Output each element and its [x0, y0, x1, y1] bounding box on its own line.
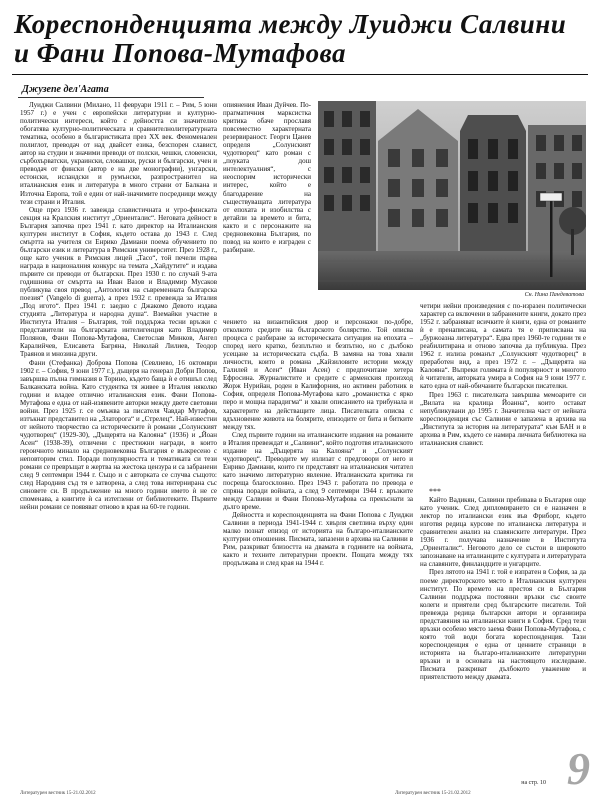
article-column-2-bottom	[223, 318, 413, 783]
article-photo	[318, 101, 586, 290]
continued-label: на стр. 10	[521, 780, 546, 786]
article-column-1	[20, 101, 217, 783]
paragraph: През лятото на 1941 г. той е изпратен в София, за да поеме директорското място в Италианския културен институт. По времето на престоя си в България Салвини поддържа постоянни връзки със своите колеги и приятели сред българските писатели. Той превежда редица български автори и организира представяния на италиански книги в София. Сред тези връзки особено място заема Фани Попова-Мутафова, с която той води богата кореспонденция. Тази кореспонденция е една от ценните страници в историята на българо-италианските литературни връзки и в основата на настоящото изследване. Писмата разкриват дълбокото уважение и приятелството между двамата.	[420, 568, 586, 682]
paragraph: Луиджи Салвини (Милано, 11 февруари 1911 г. – Рим, 5 юни 1957 г.) е учен с европейски литературни и културно-политически интереси, който с дейността си значително обогатява културно-политическата и сравнителнолитературната тематика, особено в българистиката през XX век. Феноменален полиглот, преводач от над двайсет езика, безспорен славист, автор на студии и значими преводи от полски, чешки, словенски, сърбохърватски, украински, словашки, руски и български, учен и преводач от фински (автор е на две монографии), унгарски, естонски, исландски и румънски, разпространител на италианския език и литература в много страни от Балкана и Източна Европа, той е един от най-значимите посредници между тези страни и Италия.	[20, 101, 217, 206]
page-number: 9	[567, 743, 590, 794]
author-byline: Джузепе дел'Агата	[22, 84, 109, 95]
paragraph: След първите години на италианските издания на романите в Италия превеждат и „Салвини“, който подготвя италианското издание на „Дъщерята на Калояна“ и „Солунският чудотворец“. Преводите му излизат с предговори от него и Енрико Дамиани, които ги представят на италианския читател като значимо литературно явление. Италианската критика ги посреща благосклонно. През 1943 г. работата по превода е спряна поради войната, а след 9 септември 1944 г. връзките между Салвини и Фани Попова-Мутафова са прекъснати за дълго време.	[223, 430, 413, 512]
paragraph: Кайто Вадикян, Салвини пребивава в България още като ученик. След дипломирането си е назначен в лектор по италиански език във Фриборг, където изготвя редица курсове по италианска литература и сравнителен анализ на славянските литератури. През 1936 г. получава назначение в Института „Ориенталис“. Неговото дело се състои в широкото запознаване на италианците с културата и литературата на славяните, финландците и унгарците.	[420, 496, 586, 569]
title-divider	[12, 74, 588, 75]
article-column-2-top	[223, 101, 311, 315]
article-title: Кореспонденцията между Луиджи Салвини и Фани Попова-Мутафова	[14, 9, 567, 68]
footer-left: Литературен вестник 15-21.02.2012	[20, 791, 96, 796]
paragraph: През 1963 г. писателката завършва мемоарите си „Вилата на кралица Йоанна“, които остават непубликувани до 1995 г. Значителна част от нейната кореспонденция със Салвини е запазена в архива на „Института за история на литературата“ към БАН и в архива в Рим, където се намира личната библиотека на италианския славист.	[420, 390, 586, 447]
paragraph: Дейността и кореспонденцията на Фани Попова с Луиджи Салвини в периода 1941-1944 г. хвърля светлина върху един малко познат епизод от историята на българо-италианските културни отношения. Писмата, запазени в архива на Салвини в Рим, разкриват близостта на двамата в годините на войната, както и техните литературни проекти. Пощата между тях продължава и след края на 1944 г.	[223, 511, 413, 568]
article-column-3-top	[420, 302, 586, 480]
section-separator: ***	[429, 488, 441, 496]
byline-divider	[18, 97, 204, 98]
paragraph: опиянения Иван Дуйчев. По-прагматичния марксистка критика обаче прославя повсеместно характерната резервираност. Георги Цанев определя „Солунският чудотворец“ като роман с „поуката дош интелектуалния“, с неоспорим исторически интерес, който е благодарение на съществуващата литература от епохата и изобилства с детайли за времето и бита, както и с персонажите на средновековна България, по повод на които е изграден с разбиране.	[223, 101, 311, 254]
paragraph: чението на византийския двор и персонажи по-добре, отколкото средите на българското болярство. Той описва процеса с разбиране за историческата ситуация на епохата – според него кратко, безплътно и безпътно, но с дълбоко усещане за историческата съдба. В замяна на това хвали личности, които в романа „Кайзиловите истории между Галилей и Асен“ (Иван Асен) с предпочитане хетера Ефросина. Журналистите и средите с арменския произход Жорж Нурийан, роден в Калифорния, но активен работник в София, определя Попова-Мутафова като „романистка с ярко перо и мощна парадигма“ и хвали описанието на трибунала и характерите на действащите лица. Писателката описва с вдъхновение живота на болярите, епизодите от бита и битките между тях.	[223, 318, 413, 431]
paragraph: Фани (Стефанка) Доброва Попова (Севлиево, 16 октомври 1902 г. – София, 9 юни 1977 г.), дъщеря на генерал Добри Попов, завършва пълна гимназия в Торино, където баща ѝ е отишъл след Балканската война. Като студентка тя живее в Италия няколко години и владее отлично италианския език. Фани Попова-Мутафова е една от най-изявените авторки между двете световни войни. През 1925 г. се омъжва за писателя Чавдар Мутафов, изтъкнат представител на „Златорога“ и „Стрелец“. Най-известни от нейното творчество са историческите ѝ романи „Солунският чудотворец“ (1929-30), „Дъщерята на Калояна“ (1936) и „Йоан Асен“ (1938-39), отличени с престижни награди, в които героичното минало на средновековна България е възкресено с неповторим стил. Поради популярността и тематиката си тези романи се превръщат в жертва на жестока цензура и са забранени след 9 септември 1944 г. Също и с авторката се случва същото: след Народния съд тя е затворена, а след това интернирана със синовете си. В продължение на много години името ѝ не се споменава, а книгите ѝ са изтеглени от библиотеките. Първите нейни романи се появяват отново в края на 60-те години.	[20, 358, 217, 512]
paragraph: четири нейни произведения с по-изразен политически характер са включени в забранените книги, докато през 1952 г. забраняват всичките ѝ книги, една от романите ѝ е пренаписана, а самата тя е приписвана на „буржоазна литература“. Едва през 1960-те години тя е реабилитирана и отново започва да публикува. През 1962 г. излиза романът „Солунският чудотворец“ в преработен вид, а през 1972 г. – „Дъщерята на Калояна“. Въпреки голямата ѝ популярност и многото ѝ читатели, авторката умира в София на 9 юни 1977 г. като една от най-обичаните български писателки.	[420, 302, 586, 391]
paragraph: Още през 1936 г. завежда славистичната и угро-финската секция на Кралския институт „Ориенталис“. Неговата дейност в България започва през 1941 г. като директор на Италианския културен институт в София, където остава до 1943 г. След смъртта на учителя си Енрико Дамиани поема обучението по български език и литература в Римския университет. През 1928 г., още като ученик в Римския лицей „Тасо“, той печели първа награда в националния конкурс на темата „Хайдутите“ и издава първите си преводи от български. През 1930 г. по случай 9-ата годишнина от смъртта на Иван Вазов и Владимир Мусаков публикува своя превод „Антология на съвременната българска поезия“ (Vangelo di guerra), а през 1932 г. превежда за Италия „Под игото“. През 1941 г. заедно с Джакомо Девото издава студията „Литература и народна душа“. Вземайки участие в Института Италия – България, той поддържа тесни връзки с представители на българската интелигенция като Владимир Полянов, Фани Попова-Мутафова, Светослав Минков, Ангел Каралийчев, Елисавета Багряна, Николай Лилиев, Теодор Траянов и мнозина други.	[20, 205, 217, 359]
photo-caption: Сн. Нина Пандеватова	[524, 292, 584, 298]
article-column-3-bottom	[420, 488, 586, 778]
building-photo	[318, 101, 586, 290]
footer-right: Литературен вестник 15-21.02.2012	[395, 791, 471, 796]
